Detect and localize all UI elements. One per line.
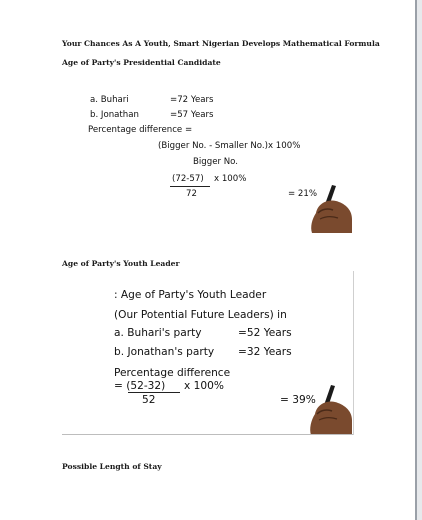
- result: = 21%: [288, 189, 318, 199]
- jonathan-party-age: =32 Years: [238, 346, 292, 358]
- buhari-age: =72 Years: [170, 95, 214, 105]
- fraction-bar: [170, 186, 210, 187]
- whiteboard-presidential-candidate: [62, 73, 354, 233]
- document-title: Your Chances As A Youth, Smart Nigerian Develops Mathematical Formula: [62, 39, 380, 48]
- page-edge-shadow: [417, 0, 422, 520]
- formula-numerator: (Bigger No. - Smaller No.)x 100%: [158, 141, 301, 151]
- formula-denominator: Bigger No.: [193, 157, 239, 167]
- board-bottom-rule: [62, 434, 354, 435]
- future-leaders-line: (Our Potential Future Leaders) in: [114, 309, 287, 321]
- writing-hand-icon: [306, 183, 354, 233]
- writing-hand-icon: [306, 383, 354, 435]
- fraction-bar-2: [128, 392, 180, 393]
- section-heading-presidential-candidate: Age of Party's Presidential Candidate: [62, 58, 221, 67]
- calc-numerator: (72-57): [172, 174, 204, 184]
- result-2: = 39%: [280, 394, 316, 406]
- youth-leader-title: : Age of Party's Youth Leader: [114, 289, 267, 301]
- section-heading-length-of-stay: Possible Length of Stay: [62, 462, 162, 471]
- section-heading-youth-leader: Age of Party's Youth Leader: [62, 259, 180, 268]
- jonathan-label: b. Jonathan: [90, 110, 139, 120]
- calc-times: x 100%: [214, 174, 247, 184]
- buhari-party-age: =52 Years: [238, 327, 292, 339]
- whiteboard-youth-leader: [62, 271, 354, 435]
- percentage-difference-label-2: Percentage difference: [114, 367, 231, 379]
- buhari-party-label: a. Buhari's party: [114, 327, 202, 339]
- board-right-rule: [353, 271, 354, 435]
- percentage-difference-label: Percentage difference =: [88, 125, 193, 135]
- calc-denominator: 72: [186, 189, 197, 199]
- jonathan-party-label: b. Jonathan's party: [114, 346, 215, 358]
- buhari-label: a. Buhari: [90, 95, 129, 105]
- jonathan-age: =57 Years: [170, 110, 214, 120]
- calc-denominator-2: 52: [142, 394, 156, 406]
- calc-times-2: x 100%: [184, 380, 224, 392]
- calc-numerator-2: = (52-32): [114, 380, 166, 392]
